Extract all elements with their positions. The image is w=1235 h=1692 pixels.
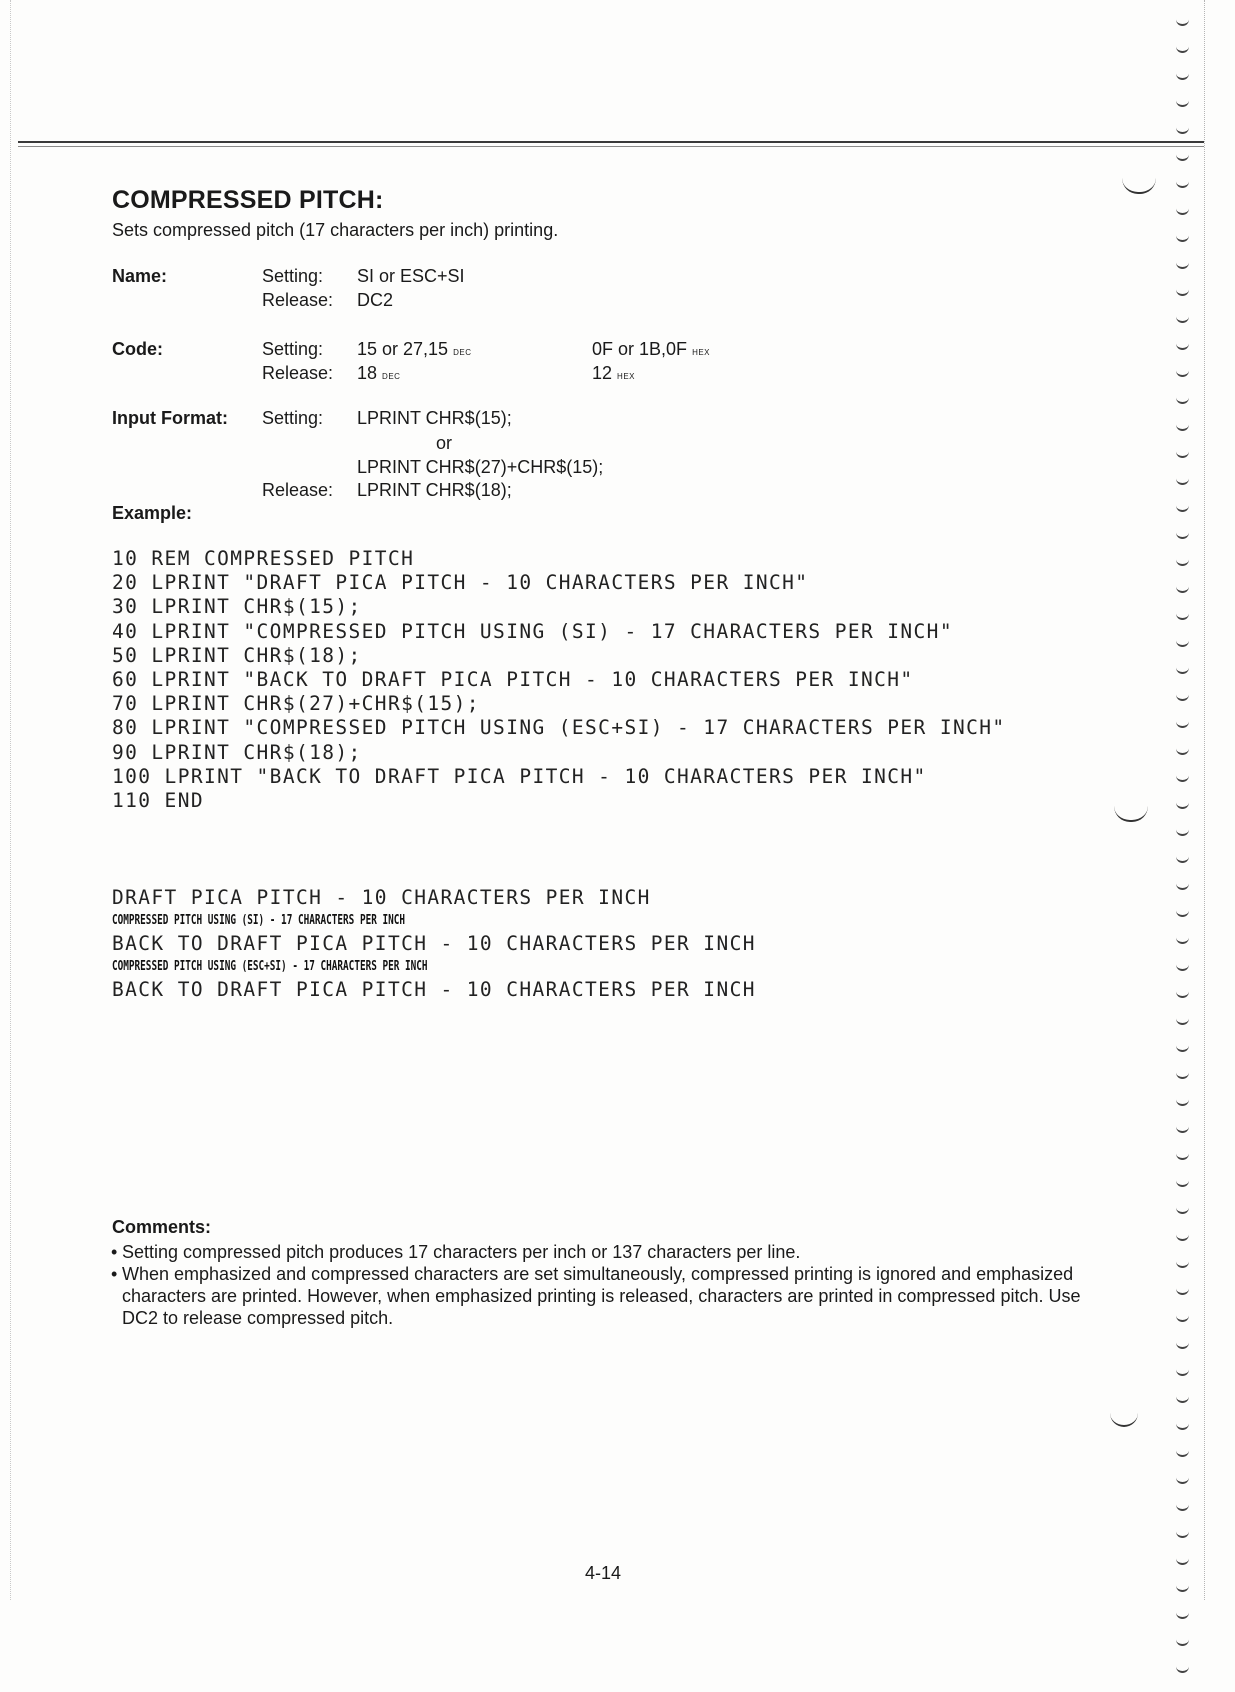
input-release-label: Release: [262,480,334,500]
listing-line: 80 LPRINT "COMPRESSED PITCH USING (ESC+SI) - 17 CHARACTERS PER INCH" [112,716,1006,740]
listing-line: 10 REM COMPRESSED PITCH [112,547,415,570]
binding-hole [1176,1314,1189,1322]
top-rule-secondary [18,146,1204,147]
binding-hole [1176,369,1189,377]
output-line-draft: DRAFT PICA PITCH - 10 CHARACTERS PER INCH [112,886,651,909]
binding-hole [1176,747,1189,755]
binding-holes [1176,18,1196,1692]
input-setting-line1: LPRINT CHR$(15); [357,408,512,428]
input-release-line: LPRINT CHR$(18); [357,480,512,500]
binding-hole [1176,936,1189,944]
listing-line: 60 LPRINT "BACK TO DRAFT PICA PITCH - 10 CHARACTERS PER INCH" [112,668,914,692]
binding-hole [1176,234,1189,242]
binding-edge [1204,0,1205,1600]
binding-hole [1176,288,1189,296]
page-title: COMPRESSED PITCH: [112,186,384,214]
listing-line: 30 LPRINT CHR$(15); [112,595,362,619]
hex-suffix: HEX [692,348,711,357]
binding-hole [1176,423,1189,431]
binding-hole [1176,1233,1189,1241]
binding-hole [1176,882,1189,890]
binding-hole [1176,1287,1189,1295]
binding-hole [1176,477,1189,485]
listing-line: 70 LPRINT CHR$(27)+CHR$(15); [112,692,480,716]
comments-list [112,1241,1112,1329]
binding-hole [1176,180,1189,188]
binding-hole [1176,1071,1189,1079]
top-rule [18,141,1204,143]
binding-hole [1176,990,1189,998]
binding-hole [1176,207,1189,215]
program-listing [112,547,1006,813]
binding-hole [1176,531,1189,539]
page-number: 4-14 [585,1563,622,1583]
binding-hole [1176,450,1189,458]
binding-hole [1176,396,1189,404]
code-label: Code: [112,339,163,359]
binding-hole [1176,585,1189,593]
code-release-hex: 12 HEX [592,363,635,383]
code-release-label: Release: [262,363,334,383]
binding-hole [1176,315,1189,323]
binding-hole [1176,1503,1189,1511]
binding-curl-mark [1110,1411,1138,1427]
listing-line: 50 LPRINT CHR$(18); [112,643,362,667]
code-setting-hex: 0F or 1B,0F HEX [592,339,711,359]
binding-hole [1176,261,1189,269]
binding-hole [1176,828,1189,836]
binding-hole [1176,720,1189,728]
binding-hole [1176,1395,1189,1403]
binding-hole [1176,1368,1189,1376]
name-setting-label: Setting: [262,266,324,286]
binding-hole [1176,558,1189,566]
output-line-compressed: COMPRESSED PITCH USING (ESC+SI) - 17 CHARACTERS PER INCH [112,959,428,974]
binding-hole [1176,1098,1189,1106]
output-line-draft: BACK TO DRAFT PICA PITCH - 10 CHARACTERS PER INCH [112,978,756,1001]
binding-hole [1176,99,1189,107]
input-format-label: Input Format: [112,408,228,428]
binding-hole [1176,18,1189,26]
hex-suffix: HEX [617,372,635,381]
code-setting-dec: 15 or 27,15 DEC [357,339,472,359]
left-page-edge [10,0,11,1600]
dec-suffix: DEC [453,348,472,357]
example-label: Example: [112,503,193,523]
binding-hole [1176,1260,1189,1268]
binding-hole [1176,1449,1189,1457]
binding-curl-mark [1114,806,1148,822]
binding-hole [1176,693,1189,701]
binding-hole [1176,1584,1189,1592]
name-release-label: Release: [262,290,334,310]
binding-hole [1176,1530,1189,1538]
binding-hole [1176,1476,1189,1484]
binding-hole [1176,126,1189,134]
binding-hole [1176,1341,1189,1349]
binding-hole [1176,1152,1189,1160]
comment-item: • Setting compressed pitch produces 17 characters per inch or 137 characters per line. [112,1241,1112,1263]
binding-hole [1176,1044,1189,1052]
binding-hole [1176,612,1189,620]
name-release-value: DC2 [357,290,394,310]
binding-hole [1176,909,1189,917]
output-line-draft: BACK TO DRAFT PICA PITCH - 10 CHARACTERS PER INCH [112,932,756,955]
listing-line: 90 LPRINT CHR$(18); [112,740,362,764]
listing-line: 40 LPRINT "COMPRESSED PITCH USING (SI) - 17 CHARACTERS PER INCH" [112,619,953,643]
name-setting-value: SI or ESC+SI [357,266,465,286]
output-line-compressed: COMPRESSED PITCH USING (SI) - 17 CHARACTERS PER INCH [112,913,406,928]
binding-hole [1176,342,1189,350]
comments-label: Comments: [112,1217,212,1237]
binding-hole [1176,1179,1189,1187]
binding-hole [1176,72,1189,80]
binding-hole [1176,1611,1189,1619]
binding-hole [1176,774,1189,782]
printed-output [112,886,756,1002]
binding-hole [1176,45,1189,53]
binding-hole [1176,504,1189,512]
binding-hole [1176,1206,1189,1214]
binding-hole [1176,1422,1189,1430]
binding-hole [1176,963,1189,971]
code-setting-label: Setting: [262,339,324,359]
dec-suffix: DEC [382,372,401,381]
code-release-dec: 18 DEC [357,363,401,383]
binding-hole [1176,1665,1189,1673]
binding-hole [1176,855,1189,863]
binding-hole [1176,1125,1189,1133]
binding-hole [1176,1017,1189,1025]
input-setting-line2: LPRINT CHR$(27)+CHR$(15); [357,457,604,477]
binding-hole [1176,1557,1189,1565]
page-subtitle: Sets compressed pitch (17 characters per inch) printing. [112,220,559,240]
listing-line: 100 LPRINT "BACK TO DRAFT PICA PITCH - 10 CHARACTERS PER INCH" [112,764,927,788]
listing-line: 20 LPRINT "DRAFT PICA PITCH - 10 CHARACTERS PER INCH" [112,571,809,595]
binding-curl-mark [1122,178,1156,194]
binding-hole [1176,1638,1189,1646]
comment-item: • When emphasized and compressed characters are set simultaneously, compressed printing is ignored and emphasized characters are printed. However, when emphasized printing is released, characters are printed in compressed pitch. Use DC2 to release compressed pitch. [112,1263,1112,1329]
binding-hole [1176,153,1189,161]
input-setting-label: Setting: [262,408,324,428]
listing-line: 110 END [112,789,204,813]
name-label: Name: [112,266,168,286]
binding-hole [1176,666,1189,674]
binding-hole [1176,801,1189,809]
input-or: or [436,433,453,453]
binding-hole [1176,639,1189,647]
